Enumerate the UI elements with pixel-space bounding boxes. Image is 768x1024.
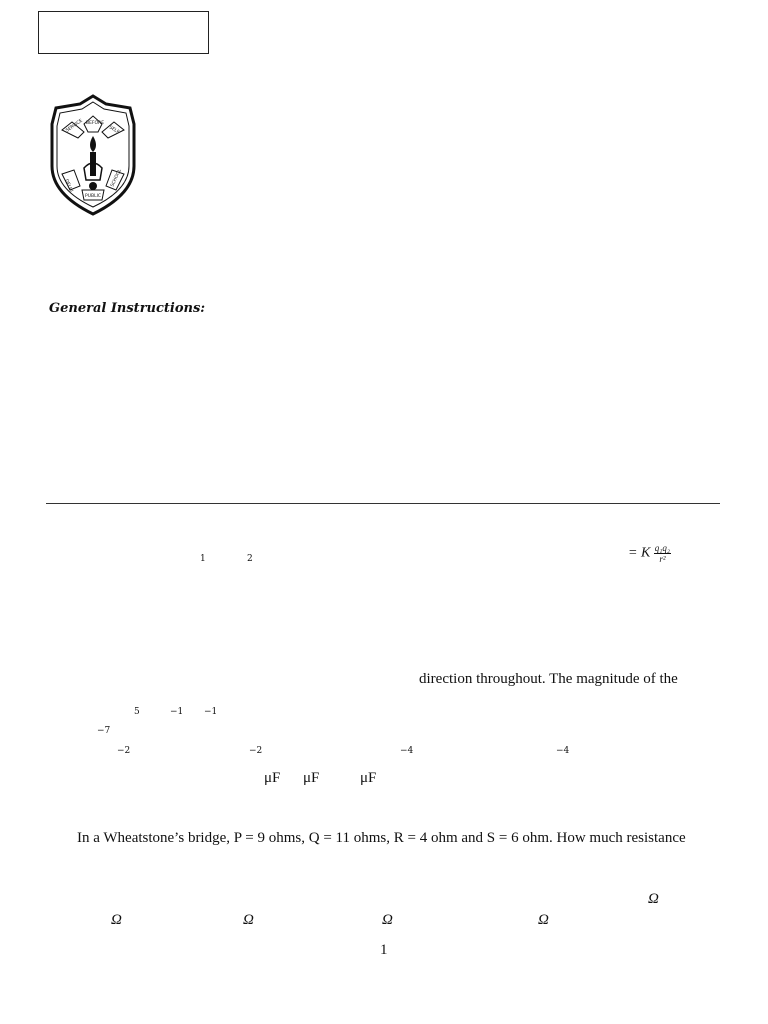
section-divider <box>46 503 720 504</box>
formula-numerator: q₁q₂ <box>654 543 671 553</box>
capacitance-unit: μF <box>360 770 377 786</box>
crest-ribbon-text: SELF <box>108 125 120 136</box>
formula-denominator: r² <box>659 554 666 564</box>
ohm-unit: Ω <box>111 912 122 928</box>
subscript-label: 1 <box>200 554 206 564</box>
exponent-label: −1 <box>170 707 184 717</box>
option-exponent: −4 <box>556 746 570 756</box>
option-exponent: −2 <box>117 746 131 756</box>
formula-lhs: = K <box>628 545 651 561</box>
subscript-label: 2 <box>247 554 253 564</box>
crest-ribbon-text: DELHI <box>63 178 74 194</box>
capacitance-unit: μF <box>303 770 320 786</box>
capacitance-unit: μF <box>264 770 281 786</box>
crest-ribbon-text: BEFORE <box>86 121 105 126</box>
crest-ribbon-text: SERVICE <box>65 118 84 134</box>
formula-fraction <box>654 543 671 564</box>
exponent-label: −7 <box>97 726 111 736</box>
coulomb-formula <box>628 543 671 564</box>
roll-number-box <box>38 11 209 54</box>
crest-ribbon-text: SCHOOL <box>110 168 123 188</box>
exponent-label: 5 <box>134 707 140 717</box>
ohm-unit: Ω <box>382 912 393 928</box>
ohm-unit: Ω <box>538 912 549 928</box>
question-text: In a Wheatstone’s bridge, P = 9 ohms, Q = 11 ohms, R = 4 ohm and S = 6 ohm. How much resistance <box>77 830 686 846</box>
page-number: 1 <box>380 942 388 958</box>
question-text: direction throughout. The magnitude of the <box>419 671 678 687</box>
school-crest-logo <box>50 94 136 216</box>
ohm-unit: Ω <box>243 912 254 928</box>
option-exponent: −2 <box>249 746 263 756</box>
option-exponent: −4 <box>400 746 414 756</box>
general-instructions-heading: General Instructions: <box>49 301 206 316</box>
ohm-unit: Ω <box>648 891 659 907</box>
crest-ribbon-text: PUBLIC <box>85 194 102 199</box>
exponent-label: −1 <box>204 707 218 717</box>
